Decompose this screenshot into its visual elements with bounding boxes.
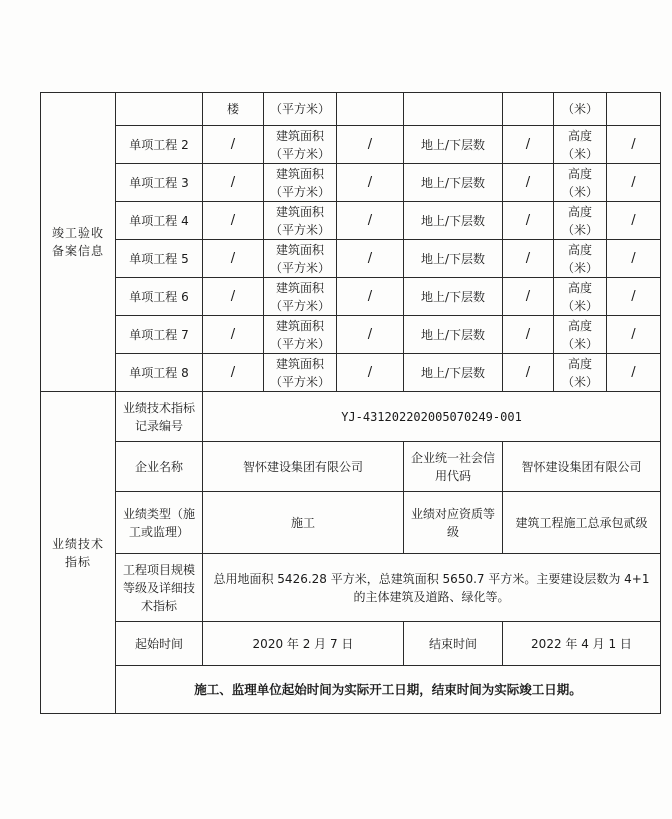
table-row (41, 666, 661, 714)
company-label: 企业名称 (116, 442, 203, 492)
table-row (41, 164, 661, 202)
empty-cell: / (203, 316, 264, 354)
empty-cell: / (203, 164, 264, 202)
end-label: 结束时间 (404, 622, 503, 666)
height-unit-text: （米） (561, 222, 598, 237)
cell (607, 93, 661, 126)
area-label-text: 建筑面积 (275, 204, 324, 219)
area-unit-text: （平方米） (269, 260, 330, 275)
empty-cell: / (607, 316, 661, 354)
area-label (264, 164, 337, 202)
table-row (41, 554, 661, 622)
table-row (41, 278, 661, 316)
area-label-text: 建筑面积 (275, 128, 324, 143)
scale-label: 工程项目规模等级及详细技术指标 (116, 554, 203, 622)
height-label (554, 164, 607, 202)
area-unit-text: （平方米） (269, 222, 330, 237)
note: 施工、监理单位起始时间为实际开工日期，结束时间为实际竣工日期。 (116, 666, 661, 714)
height-label-text: 高度 (567, 166, 592, 181)
empty-cell: / (337, 164, 404, 202)
height-unit-text: （米） (561, 146, 598, 161)
empty-cell: / (503, 202, 554, 240)
height-label-text: 高度 (567, 128, 592, 143)
cell (337, 93, 404, 126)
credit-code-label: 企业统一社会信用代码 (404, 442, 503, 492)
type-label: 业绩类型（施工或监理） (116, 492, 203, 554)
height-label (554, 354, 607, 392)
empty-cell: / (503, 240, 554, 278)
area-label (264, 316, 337, 354)
type-value: 施工 (203, 492, 404, 554)
empty-cell: / (337, 316, 404, 354)
performance-section-label (41, 392, 116, 714)
area-label-text: 建筑面积 (275, 280, 324, 295)
scale-value: 总用地面积 5426.28 平方米，总建筑面积 5650.7 平方米。主要建设层数为 4+1 的主体建筑及道路、绿化等。 (203, 554, 661, 622)
table-row (41, 392, 661, 442)
area-unit-text: （平方米） (269, 298, 330, 313)
completion-section-label (41, 93, 116, 392)
cell (503, 93, 554, 126)
empty-cell: / (503, 316, 554, 354)
empty-cell: / (503, 164, 554, 202)
cell (116, 93, 203, 126)
height-label (554, 278, 607, 316)
cell: 楼 (203, 93, 264, 126)
table-row (41, 316, 661, 354)
empty-cell: / (337, 278, 404, 316)
empty-cell: / (337, 126, 404, 164)
area-unit-text: （平方米） (269, 374, 330, 389)
project-name: 单项工程 6 (116, 278, 203, 316)
project-name: 单项工程 8 (116, 354, 203, 392)
height-label-text: 高度 (567, 280, 592, 295)
height-unit-text: （米） (561, 374, 598, 389)
height-unit-text: （米） (561, 336, 598, 351)
area-label (264, 278, 337, 316)
qualification-value: 建筑工程施工总承包贰级 (503, 492, 661, 554)
area-unit-text: （平方米） (269, 184, 330, 199)
area-label (264, 126, 337, 164)
empty-cell: / (503, 278, 554, 316)
table-row (41, 240, 661, 278)
record-no-value: YJ-431202202005070249-001 (203, 392, 661, 442)
height-unit-text: （米） (561, 298, 598, 313)
empty-cell: / (203, 202, 264, 240)
table-row (41, 622, 661, 666)
project-info-table (40, 92, 661, 714)
area-label (264, 202, 337, 240)
height-label (554, 316, 607, 354)
height-label (554, 126, 607, 164)
empty-cell: / (337, 354, 404, 392)
area-label-text: 建筑面积 (275, 166, 324, 181)
table-row (41, 354, 661, 392)
cell (404, 93, 503, 126)
area-unit-text: （平方米） (269, 146, 330, 161)
area-label-text: 建筑面积 (275, 242, 324, 257)
start-label: 起始时间 (116, 622, 203, 666)
completion-section-text: 竣工验收备案信息 (52, 226, 105, 258)
floors-label: 地上/下层数 (404, 202, 503, 240)
project-name: 单项工程 3 (116, 164, 203, 202)
empty-cell: / (607, 126, 661, 164)
table-row (41, 202, 661, 240)
height-label-text: 高度 (567, 242, 592, 257)
floors-label: 地上/下层数 (404, 278, 503, 316)
area-label-text: 建筑面积 (275, 356, 324, 371)
empty-cell: / (203, 240, 264, 278)
empty-cell: / (503, 126, 554, 164)
empty-cell: / (607, 164, 661, 202)
company-value: 智怀建设集团有限公司 (203, 442, 404, 492)
empty-cell: / (607, 202, 661, 240)
height-label-text: 高度 (567, 318, 592, 333)
cell: （平方米） (264, 93, 337, 126)
empty-cell: / (607, 354, 661, 392)
empty-cell: / (203, 126, 264, 164)
height-label-text: 高度 (567, 356, 592, 371)
performance-section-text: 业绩技术指标 (52, 536, 105, 569)
empty-cell: / (607, 240, 661, 278)
credit-code-value: 智怀建设集团有限公司 (503, 442, 661, 492)
project-name: 单项工程 4 (116, 202, 203, 240)
height-label-text: 高度 (567, 204, 592, 219)
qualification-label: 业绩对应资质等级 (404, 492, 503, 554)
floors-label: 地上/下层数 (404, 354, 503, 392)
record-no-label: 业绩技术指标记录编号 (116, 392, 203, 442)
height-label (554, 202, 607, 240)
area-label (264, 354, 337, 392)
floors-label: 地上/下层数 (404, 126, 503, 164)
height-unit-text: （米） (561, 184, 598, 199)
empty-cell: / (337, 240, 404, 278)
project-name: 单项工程 2 (116, 126, 203, 164)
table-row (41, 93, 661, 126)
end-value: 2022 年 4 月 1 日 (503, 622, 661, 666)
floors-label: 地上/下层数 (404, 164, 503, 202)
table-row (41, 442, 661, 492)
project-name: 单项工程 5 (116, 240, 203, 278)
floors-label: 地上/下层数 (404, 240, 503, 278)
empty-cell: / (503, 354, 554, 392)
height-label (554, 240, 607, 278)
start-value: 2020 年 2 月 7 日 (203, 622, 404, 666)
area-unit-text: （平方米） (269, 336, 330, 351)
empty-cell: / (607, 278, 661, 316)
project-name: 单项工程 7 (116, 316, 203, 354)
height-unit-text: （米） (561, 260, 598, 275)
area-label (264, 240, 337, 278)
empty-cell: / (337, 202, 404, 240)
area-label-text: 建筑面积 (275, 318, 324, 333)
empty-cell: / (203, 278, 264, 316)
table-row (41, 126, 661, 164)
empty-cell: / (203, 354, 264, 392)
table-row (41, 492, 661, 554)
floors-label: 地上/下层数 (404, 316, 503, 354)
cell: （米） (554, 93, 607, 126)
